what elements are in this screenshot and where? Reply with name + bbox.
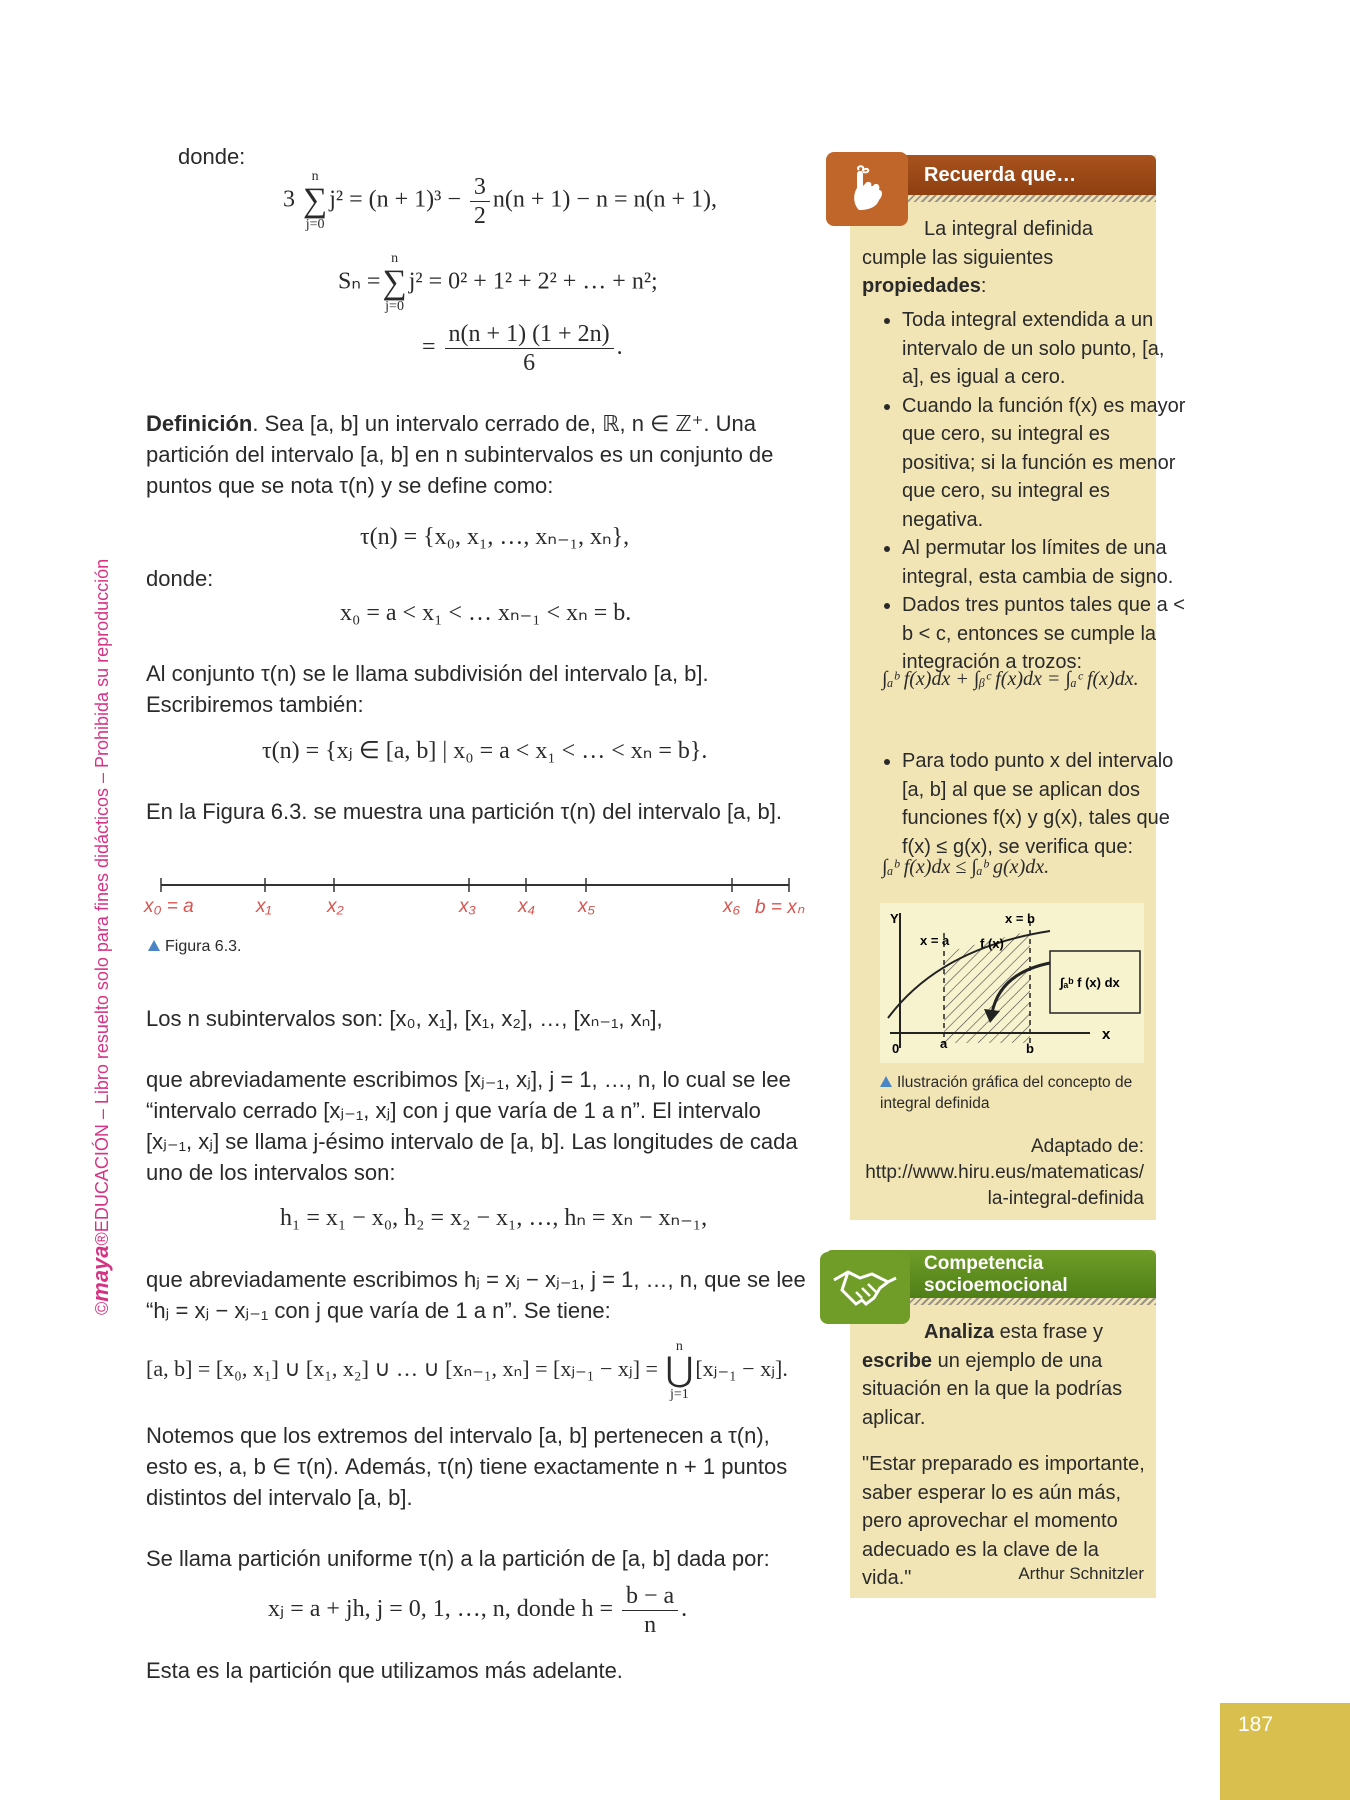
competencia-instruction bbox=[862, 1318, 1146, 1432]
eq2-lhs: Sₙ = bbox=[338, 268, 381, 295]
paragraph-final: Esta es la partición que utilizamos más adelante. bbox=[146, 1658, 623, 1683]
paragraph-abreviada: que abreviadamente escribimos [xⱼ₋₁, xⱼ], j = 1, …, n, lo cual se lee “intervalo cerrado [xⱼ₋₁, xⱼ] con j que varía de 1 a n”. El intervalo [xⱼ₋₁, xⱼ] se llama j-ésimo intervalo de [a, b]. Las longitudes de cada uno de los intervalos son: bbox=[146, 1067, 798, 1185]
union-symbol: n ⋃ j=1 bbox=[665, 1339, 694, 1402]
graph-xb-label: x = b bbox=[1005, 911, 1035, 926]
sidebar-competencia-hatch bbox=[906, 1298, 1156, 1305]
eq9-end: . bbox=[681, 1596, 688, 1623]
sidebar-competencia-title: Competencia socioemocional bbox=[924, 1253, 1068, 1296]
intro-post: : bbox=[980, 275, 987, 297]
definition-label: Definición bbox=[146, 411, 253, 436]
label-x5: x₅ bbox=[578, 896, 596, 917]
fraction-h: $\frac{b - a}{n}$ bbox=[622, 1582, 678, 1639]
label-x1: x₁ bbox=[256, 896, 272, 917]
competencia-quote: "Estar preparado es importante, saber esperar lo es aún más, pero aprovechar el momento adecuado es la clave de la vida." bbox=[862, 1453, 1145, 1589]
label-x2: x₂ bbox=[327, 896, 344, 917]
graph-y-label: Y bbox=[890, 911, 899, 926]
paragraph-uniforme: Se llama partición uniforme τ(n) a la partición de [a, b] dada por: bbox=[146, 1546, 770, 1571]
watermark bbox=[88, 559, 114, 1315]
eq9-lhs: xⱼ = a + jh, j = 0, 1, …, n, donde h = bbox=[268, 1596, 613, 1623]
eq1-rhs: n(n + 1) − n = n(n + 1), bbox=[492, 186, 718, 213]
quote-author: Arthur Schnitzler bbox=[1018, 1564, 1144, 1583]
graph-origin-label: 0 bbox=[892, 1041, 900, 1056]
property-item: • Dados tres puntos tales que a < b < c, entonces se cumple la integración a trozos: bbox=[902, 591, 1186, 677]
watermark-copyright: © bbox=[92, 1301, 112, 1315]
figure-caption bbox=[148, 938, 241, 956]
fraction-sn: $\frac{n(n + 1) (1 + 2n)}{6}$ bbox=[445, 320, 614, 377]
instruction-bold-1: Analiza bbox=[924, 1321, 995, 1343]
illustration-caption-text: Ilustración gráfica del concepto de integral definida bbox=[880, 1074, 1133, 1112]
label-x4: x₄ bbox=[518, 896, 536, 917]
fraction-3-2: $\frac{3}{2}$ bbox=[470, 173, 490, 230]
source-label: Adaptado de: bbox=[1030, 1136, 1144, 1157]
eq1-lhs: j² = (n + 1)³ − bbox=[329, 186, 461, 213]
paragraph-conjunto: Al conjunto τ(n) se le llama subdivisión del intervalo [a, b]. Escribiremos también: bbox=[146, 661, 709, 717]
caption-triangle-icon bbox=[880, 1076, 892, 1087]
watermark-brand: maya bbox=[88, 1245, 113, 1302]
eq1-coef: 3 bbox=[283, 186, 295, 213]
watermark-text: ®EDUCACIÓN – Libro resuelto solo para fines didácticos – Prohibida su reproducción bbox=[92, 558, 112, 1246]
page-number: 187 bbox=[1238, 1713, 1274, 1736]
definition-text: . Sea [a, b] un intervalo cerrado de, ℝ, n ∈ ℤ⁺. Una partición del intervalo [a, b] en n subintervalos es un conjunto de puntos que se nota τ(n) y se define como: bbox=[146, 411, 774, 498]
intro-bold: propiedades bbox=[862, 275, 981, 297]
sidebar-recuerda-hatch bbox=[906, 195, 1156, 202]
eq3-eq: = bbox=[422, 334, 436, 361]
integral-illustration bbox=[880, 903, 1144, 1063]
intro-pre: La integral definida cumple las siguientes bbox=[862, 218, 1094, 269]
property-item: • Toda integral extendida a un intervalo de un solo punto, [a, a], es igual a cero. bbox=[902, 306, 1186, 392]
figure-caption-text: Figura 6.3. bbox=[165, 938, 242, 955]
caption-triangle-icon bbox=[148, 940, 160, 951]
property-item: • Para todo punto x del intervalo [a, b] al que se aplican dos funciones f(x) y g(x), tales que f(x) ≤ g(x), se verifica que: bbox=[902, 747, 1186, 861]
properties-list bbox=[862, 306, 1186, 677]
eq3-end: . bbox=[616, 334, 623, 361]
donde-label-1: donde: bbox=[178, 144, 246, 169]
equation-sn bbox=[338, 252, 658, 314]
paragraph-figura: En la Figura 6.3. se muestra una partición τ(n) del intervalo [a, b]. bbox=[146, 799, 783, 824]
definition-paragraph bbox=[146, 408, 806, 501]
eq2-rhs: j² = 0² + 1² + 2² + … + n²; bbox=[408, 268, 658, 295]
sidebar-recuerda-title: Recuerda que… bbox=[924, 164, 1077, 186]
label-x0: x₀ = a bbox=[144, 896, 194, 917]
formula-monotonicity: ∫ₐᵇ f(x)dx ≤ ∫ₐᵇ g(x)dx. bbox=[882, 856, 1050, 878]
instruction-text-2: un ejemplo de una situación en la que la podrías aplicar. bbox=[862, 1349, 1123, 1429]
equation-tau: τ(n) = {x₀, x₁, …, xₙ₋₁, xₙ}, bbox=[360, 524, 630, 550]
property-item: • Al permutar los límites de una integral, esta cambia de signo. bbox=[902, 534, 1186, 591]
equation-order: x₀ = a < x₁ < … xₙ₋₁ < xₙ = b. bbox=[340, 600, 632, 626]
equation-uniform bbox=[268, 1582, 687, 1639]
sum-symbol-2: n ∑ j=0 bbox=[382, 251, 407, 314]
handshake-icon bbox=[820, 1252, 910, 1324]
property-item: • Cuando la función f(x) es mayor que cero, su integral es positiva; si la función es menor que cero, su integral es negativa. bbox=[902, 392, 1186, 535]
equation-sum-identity bbox=[283, 170, 717, 232]
paragraph-notemos: Notemos que los extremos del intervalo [a, b] pertenecen a τ(n), esto es, a, b ∈ τ(n). Además, τ(n) tiene exactamente n + 1 puntos distintos del intervalo [a, b]. bbox=[146, 1423, 788, 1510]
sum-symbol: n ∑ j=0 bbox=[303, 169, 328, 232]
source-url: http://www.hiru.eus/matematicas/la-integral-definida bbox=[865, 1162, 1144, 1209]
graph-a-label: a bbox=[940, 1036, 948, 1051]
eq8-rhs: [xⱼ₋₁ − xⱼ]. bbox=[695, 1356, 788, 1382]
eq8-lhs: [a, b] = [x₀, x₁] ∪ [x₁, x₂] ∪ … ∪ [xₙ₋₁, xₙ] = [xⱼ₋₁ − xⱼ] = bbox=[146, 1356, 658, 1382]
equation-sn-closed bbox=[422, 320, 623, 377]
sidebar-recuerda-intro bbox=[862, 215, 1146, 301]
instruction-text-1: esta frase y bbox=[994, 1321, 1103, 1343]
graph-xa-label: x = a bbox=[920, 933, 950, 948]
properties-list-2 bbox=[862, 747, 1186, 861]
label-x3: x₃ bbox=[459, 896, 477, 917]
paragraph-abreviada-2: que abreviadamente escribimos hⱼ = xⱼ − xⱼ₋₁, j = 1, …, n, que se lee “hⱼ = xⱼ − xⱼ₋₁ con j que varía de 1 a n”. Se tiene: bbox=[146, 1267, 806, 1323]
formula-additivity: ∫ₐᵇ f(x)dx + ∫ᵦᶜ f(x)dx = ∫ₐᶜ f(x)dx. bbox=[882, 668, 1139, 690]
donde-label-2: donde: bbox=[146, 566, 214, 591]
graph-fx-label: f (x) bbox=[980, 936, 1004, 951]
figure-labels bbox=[0, 896, 820, 926]
equation-tau-set: τ(n) = {xⱼ ∈ [a, b] | x₀ = a < x₁ < … < xₙ = b}. bbox=[262, 738, 708, 764]
paragraph-subintervalos: Los n subintervalos son: [x₀, x₁], [x₁, x₂], …, [xₙ₋₁, xₙ], bbox=[146, 1006, 663, 1031]
instruction-bold-2: escribe bbox=[862, 1349, 933, 1372]
label-xn: b = xₙ bbox=[755, 897, 805, 918]
equation-union bbox=[146, 1340, 788, 1402]
source-block bbox=[862, 1134, 1144, 1212]
illustration-caption bbox=[880, 1072, 1140, 1114]
equation-lengths: h₁ = x₁ − x₀, h₂ = x₂ − x₁, …, hₙ = xₙ − xₙ₋₁, bbox=[280, 1205, 708, 1231]
label-x6: x₆ bbox=[723, 896, 741, 917]
page-number-tab bbox=[1220, 1703, 1350, 1800]
graph-b-label: b bbox=[1026, 1041, 1034, 1056]
graph-x-label: x bbox=[1102, 1026, 1111, 1043]
graph-int-label: ∫ₐᵇ f (x) dx bbox=[1060, 975, 1120, 990]
